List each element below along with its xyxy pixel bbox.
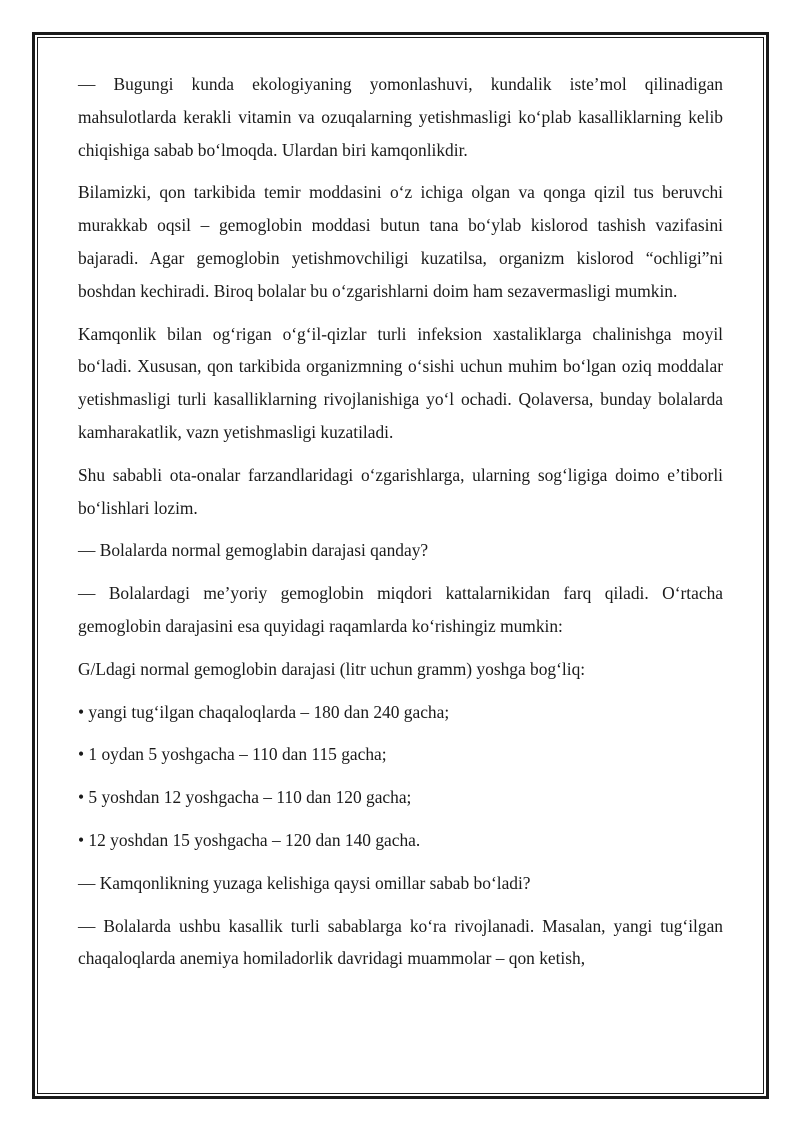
- paragraph-infection-risk: Kamqonlik bilan ogʻrigan oʻgʻil-qizlar turli infeksion xastaliklarga chalinishga moyil boʻladi. Xususan, qon tarkibida organizmning oʻsishi uchun muhim boʻlgan oziq moddalar yetishmasligi turli kasalliklarning rivojlanishiga yoʻl ochadi. Qolaversa, bunday bolalarda kamharakatlik, vazn yetishmasligi kuzatiladi.: [78, 323, 723, 442]
- list-item: • 5 yoshdan 12 yoshgacha – 110 dan 120 gacha;: [78, 787, 412, 808]
- question-causes: — Kamqonlikning yuzaga kelishiga qaysi omillar sabab boʻladi?: [78, 872, 531, 893]
- list-heading: G/Ldagi normal gemoglobin darajasi (litr uchun gramm) yoshga bogʻliq:: [78, 658, 586, 679]
- answer-normal-level: — Bolalardagi me’yoriy gemoglobin miqdori kattalarnikidan farq qiladi. Oʻrtacha gemoglobin darajasini esa quyidagi raqamlarda koʻrishingiz mumkin:: [78, 583, 723, 636]
- list-item: • 1 oydan 5 yoshgacha – 110 dan 115 gacha;: [78, 744, 387, 765]
- paragraph-parents-attention: Shu sababli ota-onalar farzandlaridagi oʻzgarishlarga, ularning sogʻligiga doimo e’tiborli boʻlishlari lozim.: [78, 464, 723, 518]
- question-normal-level: — Bolalarda normal gemoglabin darajasi qanday?: [78, 540, 429, 561]
- list-item: • 12 yoshdan 15 yoshgacha – 120 dan 140 gacha.: [78, 829, 421, 850]
- paragraph-intro: — Bugungi kunda ekologiyaning yomonlashuvi, kundalik iste’mol qilinadigan mahsulotlarda kerakli vitamin va ozuqalarning yetishmasligi koʻplab kasalliklarning kelib chiqishiga sabab boʻlmoqda. Ulardan biri kamqonlikdir.: [78, 74, 723, 160]
- answer-causes: — Bolalarda ushbu kasallik turli sabablarga koʻra rivojlanadi. Masalan, yangi tugʻilgan chaqaloqlarda anemiya homiladorlik davridagi muammolar – qon ketish,: [78, 915, 723, 969]
- paragraph-hemoglobin: Bilamizki, qon tarkibida temir moddasini oʻz ichiga olgan va qonga qizil tus beruvchi murakkab oqsil – gemoglobin moddasi butun tana boʻylab kislorod tashish vazifasini bajaradi. Agar gemoglobin yetishmovchiligi kuzatilsa, organizm kislorod “ochligi”ni boshdan kechiradi. Biroq bolalar bu oʻzgarishlarni doim ham sezavermasligi mumkin.: [78, 182, 723, 301]
- list-item: • yangi tugʻilgan chaqaloqlarda – 180 dan 240 gacha;: [78, 701, 450, 722]
- document-body: [78, 68, 723, 985]
